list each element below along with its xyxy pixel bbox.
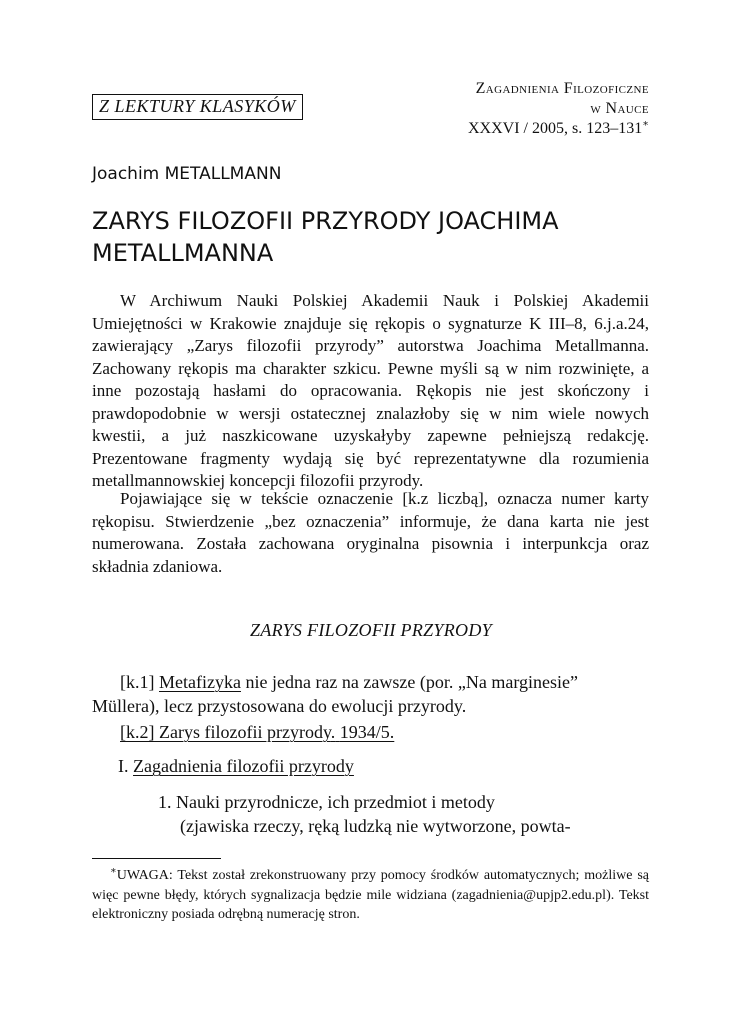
- journal-volume: [468, 119, 649, 139]
- card-1-term: Metafizyka: [159, 672, 241, 692]
- card-1-marker: [k.1]: [120, 672, 155, 692]
- card-1-text: nie jedna raz na zawsze (por. „Na marginesie”: [240, 672, 578, 692]
- journal-info: [468, 79, 649, 139]
- card-2-marker: [k.2]: [120, 722, 155, 742]
- section-I-number: I.: [118, 756, 129, 776]
- card-2-line: [120, 720, 394, 744]
- footnote: [92, 866, 649, 925]
- journal-name: Zagadnienia Filozoficzne: [475, 80, 649, 97]
- card-1-continuation: Müllera), lecz przystosowana do ewolucji przyrody.: [92, 696, 467, 716]
- footnote-divider: [92, 858, 221, 859]
- intro-paragraph-1: W Archiwum Nauki Polskiej Akademii Nauk i Polskiej Akademii Umiejętności w Krakowie znajduje się rękopis o sygnaturze K III–8, 6.j.a.24, zawierający „Zarys filozofii przyrody” autorstwa Joachima Metallmanna. Zachowany rękopis ma charakter szkicu. Pewne myśli są w nim rozwinięte, a inne pozostają hasłami do opracowania. Rękopis nie jest skończony i prawdopodobnie w wersji ostatecznej znalazłoby się w nim wiele nowych kwestii, a już naszkicowane uzyskałyby zapewne pełniejszą redakcję. Prezentowane fragmenty wydają się być reprezentatywne dla rozumienia metallmannowskiej koncepcji filozofii przyrody.: [92, 291, 649, 490]
- article-title: ZARYS FILOZOFII PRZYRODY JOACHIMA METALLMANNA: [92, 207, 559, 267]
- card-2-date: 1934/5.: [339, 722, 395, 742]
- card-2-period: .: [330, 722, 336, 742]
- footnote-text: UWAGA: Tekst został zrekonstruowany przy pomocy środków automatycznych; możliwe są więc pewne błędy, których sygnalizacja będzie mile widziana (zagadnienia@upjp2.edu.pl). Tekst elektroniczny posiada odrębną numerację stron.: [92, 868, 649, 922]
- article-author: Joachim METALLMANN: [92, 164, 282, 184]
- card-2-title: Zarys filozofii przyrody: [159, 722, 331, 742]
- list-item-1: 1. Nauki przyrodnicze, ich przedmiot i metody: [158, 792, 495, 812]
- card-1-line: [120, 670, 649, 694]
- journal-subtitle: w Nauce: [590, 100, 649, 117]
- section-I-heading: [118, 756, 354, 777]
- document-heading: ZARYS FILOZOFII PRZYRODY: [250, 620, 492, 640]
- section-label-box: [92, 94, 303, 120]
- intro-paragraph-2: Pojawiające się w tekście oznaczenie [k.z liczbą], oznacza numer karty rękopisu. Stwierdzenie „bez oznaczenia” informuje, że dana karta nie jest numerowana. Została zachowana oryginalna pisownia i interpunkcja oraz składnia zdaniowa.: [92, 489, 649, 576]
- section-label: Z LEKTURY KLASYKÓW: [99, 96, 296, 116]
- journal-volume-text: XXXVI / 2005, s. 123–131: [467, 120, 643, 137]
- journal-footnote-marker: ∗: [642, 118, 649, 130]
- list-item-1-continuation: (zjawiska rzeczy, ręką ludzką nie wytworzone, powta-: [180, 816, 571, 836]
- section-I-title: Zagadnienia filozofii przyrody: [133, 756, 354, 776]
- footnote-marker: ∗: [110, 865, 117, 877]
